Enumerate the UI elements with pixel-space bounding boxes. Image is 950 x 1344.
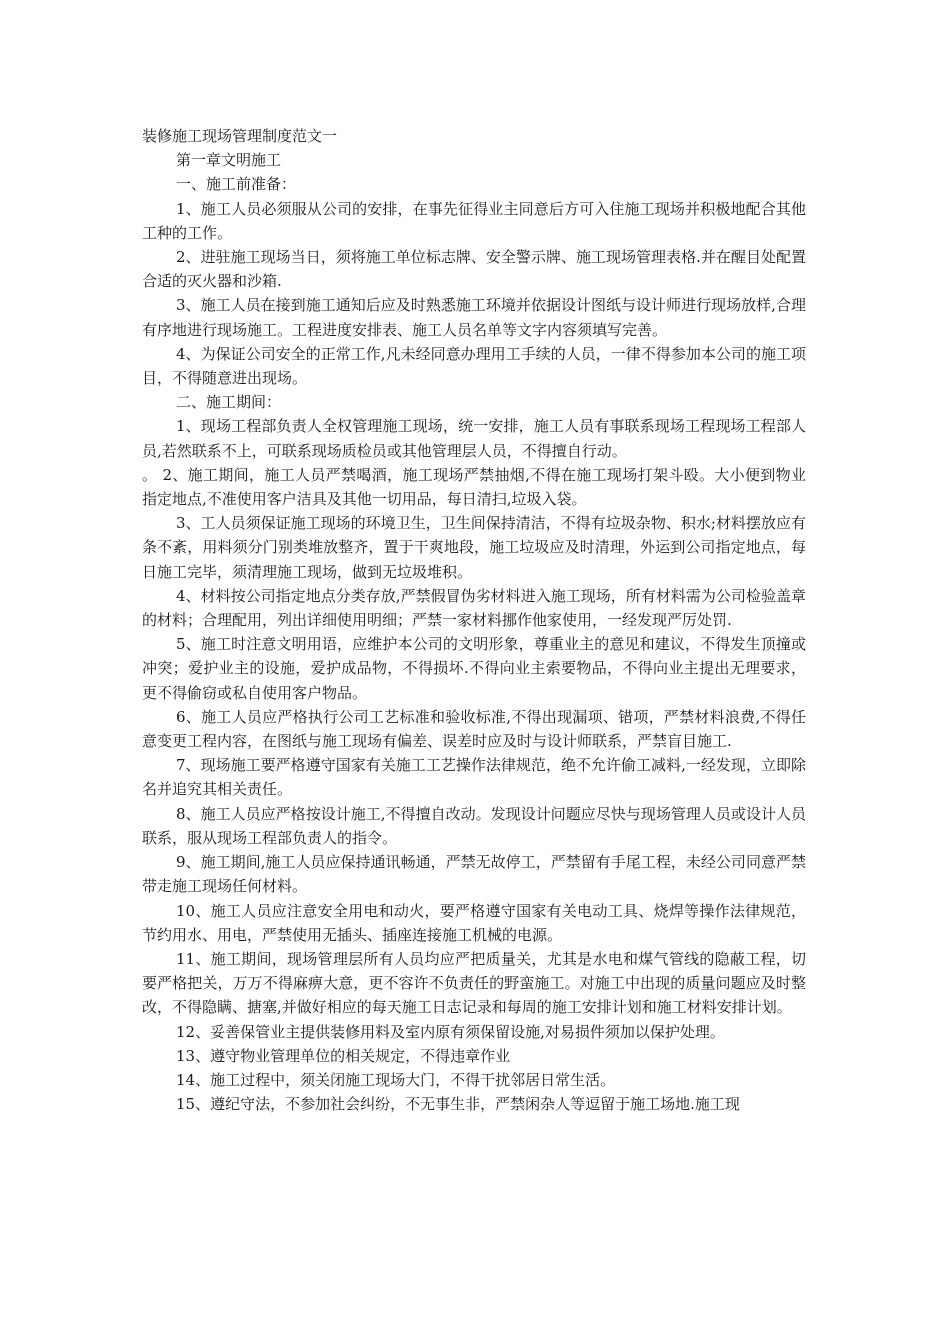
section-heading-preparation: 一、施工前准备： bbox=[176, 175, 297, 194]
paragraph: 9、施工期间,施工人员应保持通讯畅通，严禁无故停工，严禁留有手尾工程，未经公司同意严禁带走施工现场任何材料。 bbox=[142, 853, 806, 896]
paragraph: 5、施工时注意文明用语，应维护本公司的文明形象，尊重业主的意见和建议，不得发生顶撞或冲突；爱护业主的设施，爱护成品物，不得损坏.不得向业主索要物品，不得向业主提出无理要求，更不得偷窃或私自使用客户物品。 bbox=[142, 635, 806, 702]
paragraph: 11、施工期间，现场管理层所有人员均应严把质量关，尤其是水电和煤气管线的隐蔽工程，切要严格把关，万万不得麻痹大意，更不容许不负责任的野蛮施工。对施工中出现的质量问题应及时整改，不得隐瞒、搪塞,并做好相应的每天施工日志记录和每周的施工安排计划和施工材料安排计划。 bbox=[142, 949, 806, 1017]
paragraph: 6、施工人员应严格执行公司工艺标准和验收标准,不得出现漏项、错项，严禁材料浪费,不得任意变更工程内容，在图纸与施工现场有偏差、误差时应及时与设计师联系，严禁盲目施工. bbox=[142, 707, 806, 751]
chapter-heading: 第一章文明施工 bbox=[176, 151, 282, 170]
paragraph: 4、为保证公司安全的正常工作,凡未经同意办理用工手续的人员，一律不得参加本公司的施工项目，不得随意进出现场。 bbox=[142, 344, 806, 388]
paragraph: 。 2、施工期间，施工人员严禁喝酒，施工现场严禁抽烟,不得在施工现场打架斗殴。大小便到物业指定地点,不准使用客户洁具及其他一切用品，每日清扫,垃圾入袋。 bbox=[142, 465, 806, 509]
paragraph: 2、进驻施工现场当日，须将施工单位标志牌、安全警示牌、施工现场管理表格.并在醒目处配置合适的灭火器和沙箱. bbox=[142, 248, 806, 291]
paragraph: 1、现场工程部负责人全权管理施工现场，统一安排，施工人员有事联系现场工程现场工程部人员,若然联系不上，可联系现场质检员或其他管理层人员，不得擅自行动。 bbox=[142, 417, 806, 460]
paragraph: 3、工人员须保证施工现场的环境卫生，卫生间保持清洁，不得有垃圾杂物、积水;材料摆放应有条不紊，用料须分门别类堆放整齐，置于干爽地段，施工垃圾应及时清理，外运到公司指定地点，每日施工完毕，须清理施工现场，做到无垃圾堆积。 bbox=[142, 514, 806, 581]
paragraph: 10、施工人员应注意安全用电和动火，要严格遵守国家有关电动工具、烧焊等操作法律规范，节约用水、用电，严禁使用无插头、插座连接施工机械的电源。 bbox=[142, 901, 806, 944]
paragraph: 1、施工人员必须服从公司的安排，在事先征得业主同意后方可入住施工现场并积极地配合其他工种的工作。 bbox=[142, 199, 806, 242]
paragraph: 8、施工人员应严格按设计施工,不得擅自改动。发现设计问题应尽快与现场管理人员或设计人员联系，服从现场工程部负责人的指令。 bbox=[142, 804, 806, 847]
paragraph: 4、材料按公司指定地点分类存放,严禁假冒伪劣材料进入施工现场，所有材料需为公司检验盖章的材料；合理配用，列出详细使用明细；严禁一家材料挪作他家使用，一经发现严厉处罚. bbox=[142, 586, 806, 630]
paragraph: 15、遵纪守法，不参加社会纠纷，不无事生非，严禁闲杂人等逗留于施工场地.施工现 bbox=[176, 1095, 740, 1114]
paragraph: 13、遵守物业管理单位的相关规定，不得违章作业 bbox=[176, 1046, 511, 1065]
paragraph: 12、妥善保管业主提供装修用料及室内原有须保留设施,对易损件须加以保护处理。 bbox=[176, 1022, 725, 1041]
paragraph: 7、现场施工要严格遵守国家有关施工工艺操作法律规范，绝不允许偷工减料,一经发现，立即除名并追究其相关责任。 bbox=[142, 756, 806, 799]
document-title: 装修施工现场管理制度范文一 bbox=[142, 127, 338, 145]
section-heading-construction-period: 二、施工期间： bbox=[176, 393, 282, 412]
paragraph: 3、施工人员在接到施工通知后应及时熟悉施工环境并依据设计图纸与设计师进行现场放样,合理有序地进行现场施工。工程进度安排表、施工人员名单等文字内容须填写完善。 bbox=[142, 296, 806, 339]
paragraph: 14、施工过程中，须关闭施工现场大门，不得干扰邻居日常生活。 bbox=[176, 1070, 616, 1089]
document-body bbox=[142, 124, 806, 1116]
